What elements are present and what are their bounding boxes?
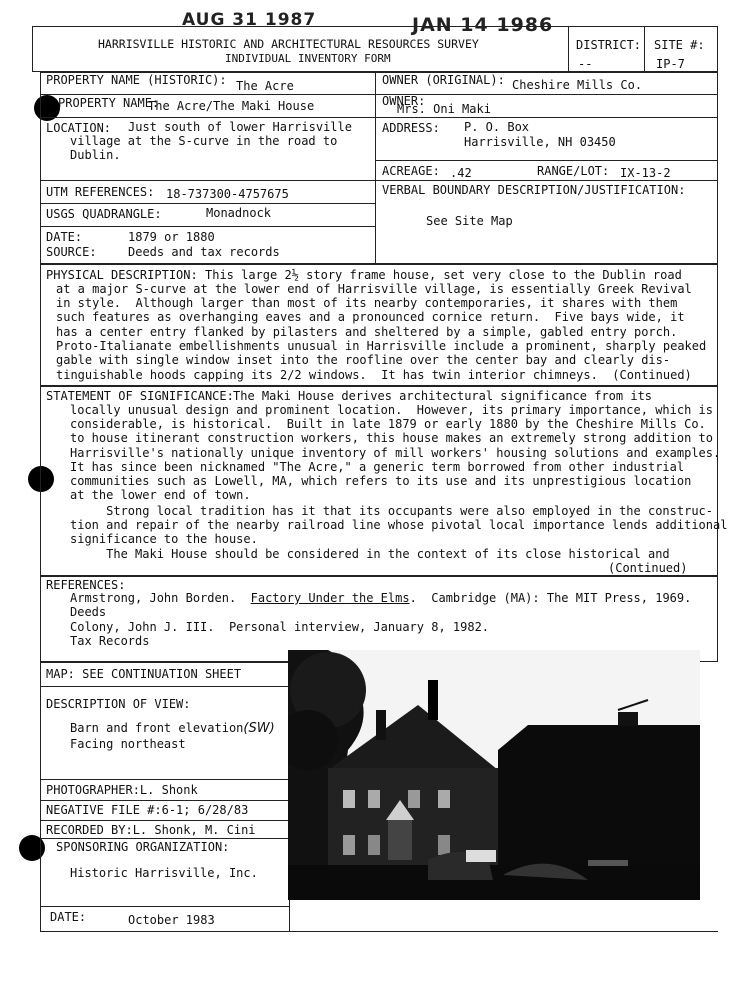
rule-6-left [40,226,375,227]
reference-4: Tax Records [70,634,150,648]
photo-rule-2 [40,779,290,780]
significance-label: STATEMENT OF SIGNIFICANCE: [46,389,234,403]
physical-line-3: in style. Although larger than most of its nearby contemporaries, it shares with them [56,296,678,310]
significance-line-3: considerable, is historical. Built in late 1879 or early 1880 by the Cheshire Mills Co. [70,417,706,431]
physical-line-4: such features as overhanging eaves and a pronounced cornice return. Five bays wide, it [56,310,685,324]
range-lot-label: RANGE/LOT: [537,164,610,178]
owner-original-value: Cheshire Mills Co. [512,78,643,92]
site-value: IP-7 [656,57,685,71]
rule-2 [40,117,718,118]
significance-line-9: Strong local tradition has it that its occupants were also employed in the construc- [70,504,713,518]
photographer-value: L. Shonk [139,783,198,797]
bottom-rule [290,931,718,932]
owner-value: Mrs. Oni Maki [397,102,491,116]
date-value: 1879 or 1880 [128,230,215,244]
physical-line-7: gable with single window inset into the roofline over the center bay and clearly dis- [56,353,671,367]
significance-line-7: communities such as Lowell, MA, which refers to its use and its unprestigious location [70,474,692,488]
report-date-label: DATE: [50,910,87,924]
photo-rule-6 [40,906,290,907]
significance-line-8: at the lower end of town. [70,488,251,502]
report-date-value: October 1983 [128,913,215,927]
form-subtitle: INDIVIDUAL INVENTORY FORM [225,52,391,65]
reference-1-author: Armstrong, John Borden. [70,591,237,605]
negative-file-field [46,803,248,817]
received-date-stamp: AUG 31 1987 [182,10,317,30]
reference-1-title: Factory Under the Elms [250,591,410,605]
significance-line-4: to house itinerant construction workers, this house makes an extremely strong addition to [70,431,713,445]
significance-line-11: significance to the house. [70,532,258,546]
references-label: REFERENCES: [46,578,126,592]
range-lot-value: IX-13-2 [620,166,671,180]
acreage-label: ACREAGE: [382,164,440,178]
reference-3: Colony, John J. III. Personal interview, January 8, 1982. [70,620,490,634]
photographer-label: PHOTOGRAPHER: [46,783,140,797]
physical-line-6: Proto-Italianate embellishments unusual in Harrisville include a prominent, sharply peaked [56,339,707,353]
rule-3-left [40,180,375,181]
location-line-1: Just south of lower Harrisville [128,120,352,134]
photo-rule-1 [40,686,290,687]
address-line-1: P. O. Box [464,120,530,134]
property-photograph [288,650,700,900]
recorded-by-label: RECORDED BY: [46,823,133,837]
photograph-image [288,650,700,900]
source-label: SOURCE: [46,245,97,259]
entered-date-stamp: JAN 14 1986 [412,14,554,36]
header-divider-2 [644,26,645,72]
header-divider-1 [568,26,569,72]
significance-line-5: Harrisville's nationally unique inventory of mill workers' housing solutions and examples. [70,446,721,460]
photographer-field [46,783,198,797]
photo-rule-3 [40,800,290,801]
location-label: LOCATION: [46,121,112,135]
physical-line-1: This large 2½ story frame house, set very close to the Dublin road [205,268,682,282]
physical-line-2: at a major S-curve at the lower end of Harrisville village, is essentially Greek Revival [56,282,692,296]
verbal-boundary-label: VERBAL BOUNDARY DESCRIPTION/JUSTIFICATION: [382,183,686,197]
recorded-by-field [46,823,256,837]
view-line-1-text: Barn and front elevation [70,721,244,735]
usgs-label: USGS QUADRANGLE: [46,207,162,221]
significance-line-2: locally unusual design and prominent location. However, its primary importance, which is [70,403,713,417]
location-line-2: village at the S-curve in the road to [70,134,338,148]
date-label: DATE: [46,230,83,244]
district-label: DISTRICT: [576,38,642,52]
negative-file-label: NEGATIVE FILE #: [46,803,162,817]
recorded-by-value: L. Shonk, M. Cini [132,823,256,837]
view-handwritten-note: (SW) [243,721,275,736]
physical-line-8: tinguishable hoods capping its 2/2 windows. It has twin interior chimneys. (Continued) [56,368,692,382]
address-line-2: Harrisville, NH 03450 [464,135,616,149]
significance-line-1: The Maki House derives architectural significance from its [233,389,653,403]
site-label: SITE #: [654,38,705,52]
utm-label: UTM REFERENCES: [46,185,155,199]
physical-description-label: PHYSICAL DESCRIPTION: [46,268,198,282]
property-historic-value: The Acre [236,79,294,93]
location-line-3: Dublin. [70,148,121,162]
significance-continued: (Continued) [608,561,688,575]
significance-line-10: tion and repair of the nearby railroad line whose pivotal local importance lends additional [70,518,728,532]
significance-line-12: The Maki House should be considered in the context of its close historical and [70,547,670,561]
reference-1-publisher: . Cambridge (MA): The MIT Press, 1969. [409,591,692,605]
physical-line-5: has a center entry flanked by pilasters and sheltered by a simple, gabled entry porch. [56,325,678,339]
photo-rule-4 [40,820,290,821]
source-value: Deeds and tax records [128,245,280,259]
property-historic-label: PROPERTY NAME (HISTORIC): [46,73,227,87]
sponsor-label: SPONSORING ORGANIZATION: [56,840,230,854]
reference-1 [70,591,691,605]
photo-rule-5 [40,838,290,839]
view-label: DESCRIPTION OF VIEW: [46,697,191,711]
owner-original-label: OWNER (ORIGINAL): [382,73,505,87]
reference-2: Deeds [70,605,107,619]
sponsor-value: Historic Harrisville, Inc. [70,866,258,880]
rule-1 [40,94,718,95]
significance-line-6: It has since been nicknamed "The Acre," a generic term borrowed from other industrial [70,460,685,474]
rule-5-left [40,203,375,204]
upper-center-divider [375,72,376,264]
rule-3-right [375,160,718,161]
utm-value: 18-737300-4757675 [166,187,289,201]
property-name-label: PROPERTY NAME: [58,96,160,110]
view-line-2: Facing northeast [70,737,186,751]
usgs-value: Monadnock [206,206,272,220]
acreage-value: .42 [450,166,472,180]
rule-4-right [375,180,718,181]
verbal-boundary-value: See Site Map [426,214,513,228]
property-name-value: The Acre/The Maki House [148,99,315,113]
view-line-1 [70,721,275,736]
address-label: ADDRESS: [382,121,440,135]
form-title: HARRISVILLE HISTORIC AND ARCHITECTURAL RESOURCES SURVEY [98,37,479,51]
negative-file-value: 6-1; 6/28/83 [161,803,249,817]
owner-label: OWNER: [382,94,426,108]
map-label: MAP: SEE CONTINUATION SHEET [46,667,242,681]
district-value: -- [578,57,593,71]
